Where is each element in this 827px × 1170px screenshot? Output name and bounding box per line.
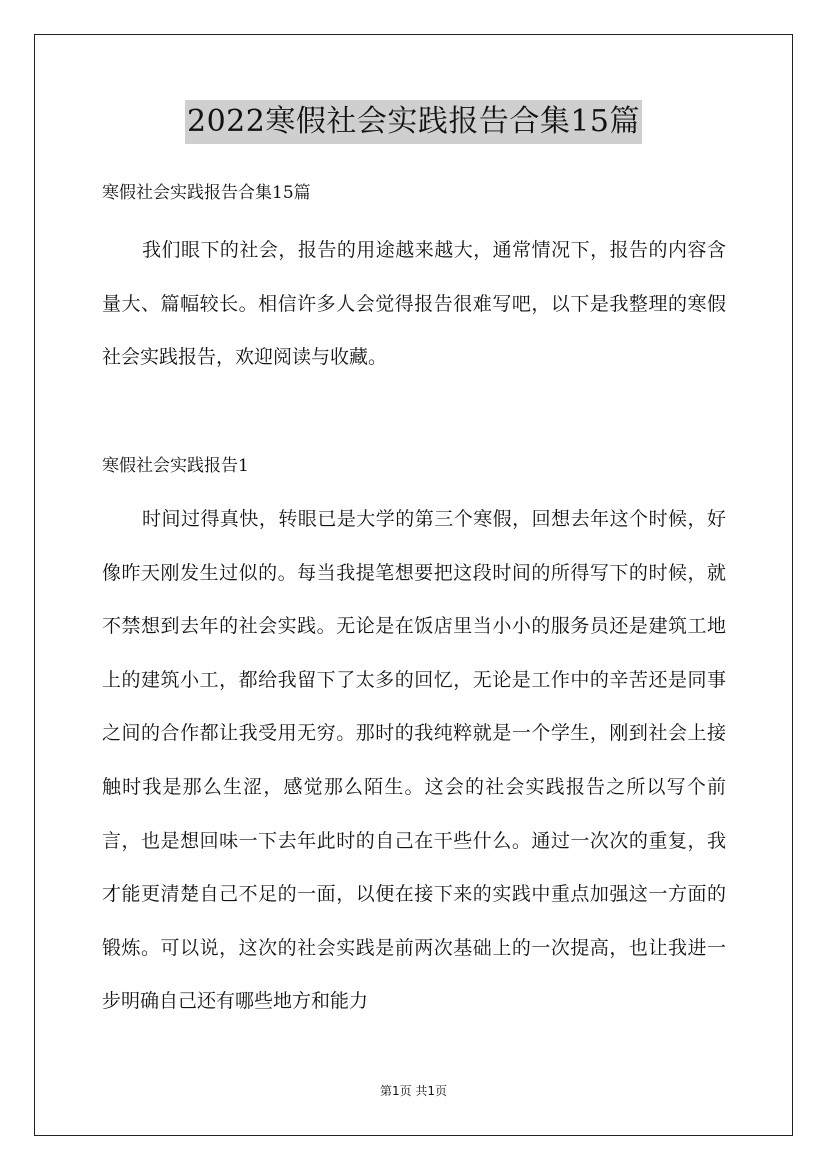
title-container bbox=[0, 100, 827, 144]
intro-paragraph: 我们眼下的社会，报告的用途越来越大，通常情况下，报告的内容含量大、篇幅较长。相信许多人会觉得报告很难写吧，以下是我整理的寒假社会实践报告，欢迎阅读与收藏。 bbox=[102, 239, 726, 369]
document-title: 2022寒假社会实践报告合集15篇 bbox=[185, 100, 642, 144]
section-heading: 寒假社会实践报告1 bbox=[102, 456, 249, 476]
page-footer: 第1页 共1页 bbox=[379, 1084, 448, 1098]
document-subtitle: 寒假社会实践报告合集15篇 bbox=[102, 183, 311, 203]
report-paragraph: 时间过得真快，转眼已是大学的第三个寒假，回想去年这个时候，好像昨天刚发生过似的。每当我提笔想要把这段时间的所得写下的时候，就不禁想到去年的社会实践。无论是在饭店里当小小的服务员还是建筑工地上的建筑小工，都给我留下了太多的回忆，无论是工作中的辛苦还是同事之间的合作都让我受用无穷。那时的我纯粹就是一个学生，刚到社会上接触时我是那么生涩，感觉那么陌生。这会的社会实践报告之所以写个前言，也是想回味一下去年此时的自己在干些什么。通过一次次的重复，我才能更清楚自己不足的一面，以便在接下来的实践中重点加强这一方面的锻炼。可以说，这次的社会实践是前两次基础上的一次提高，也让我进一步明确自己还有哪些地方和能力 bbox=[102, 508, 726, 1013]
